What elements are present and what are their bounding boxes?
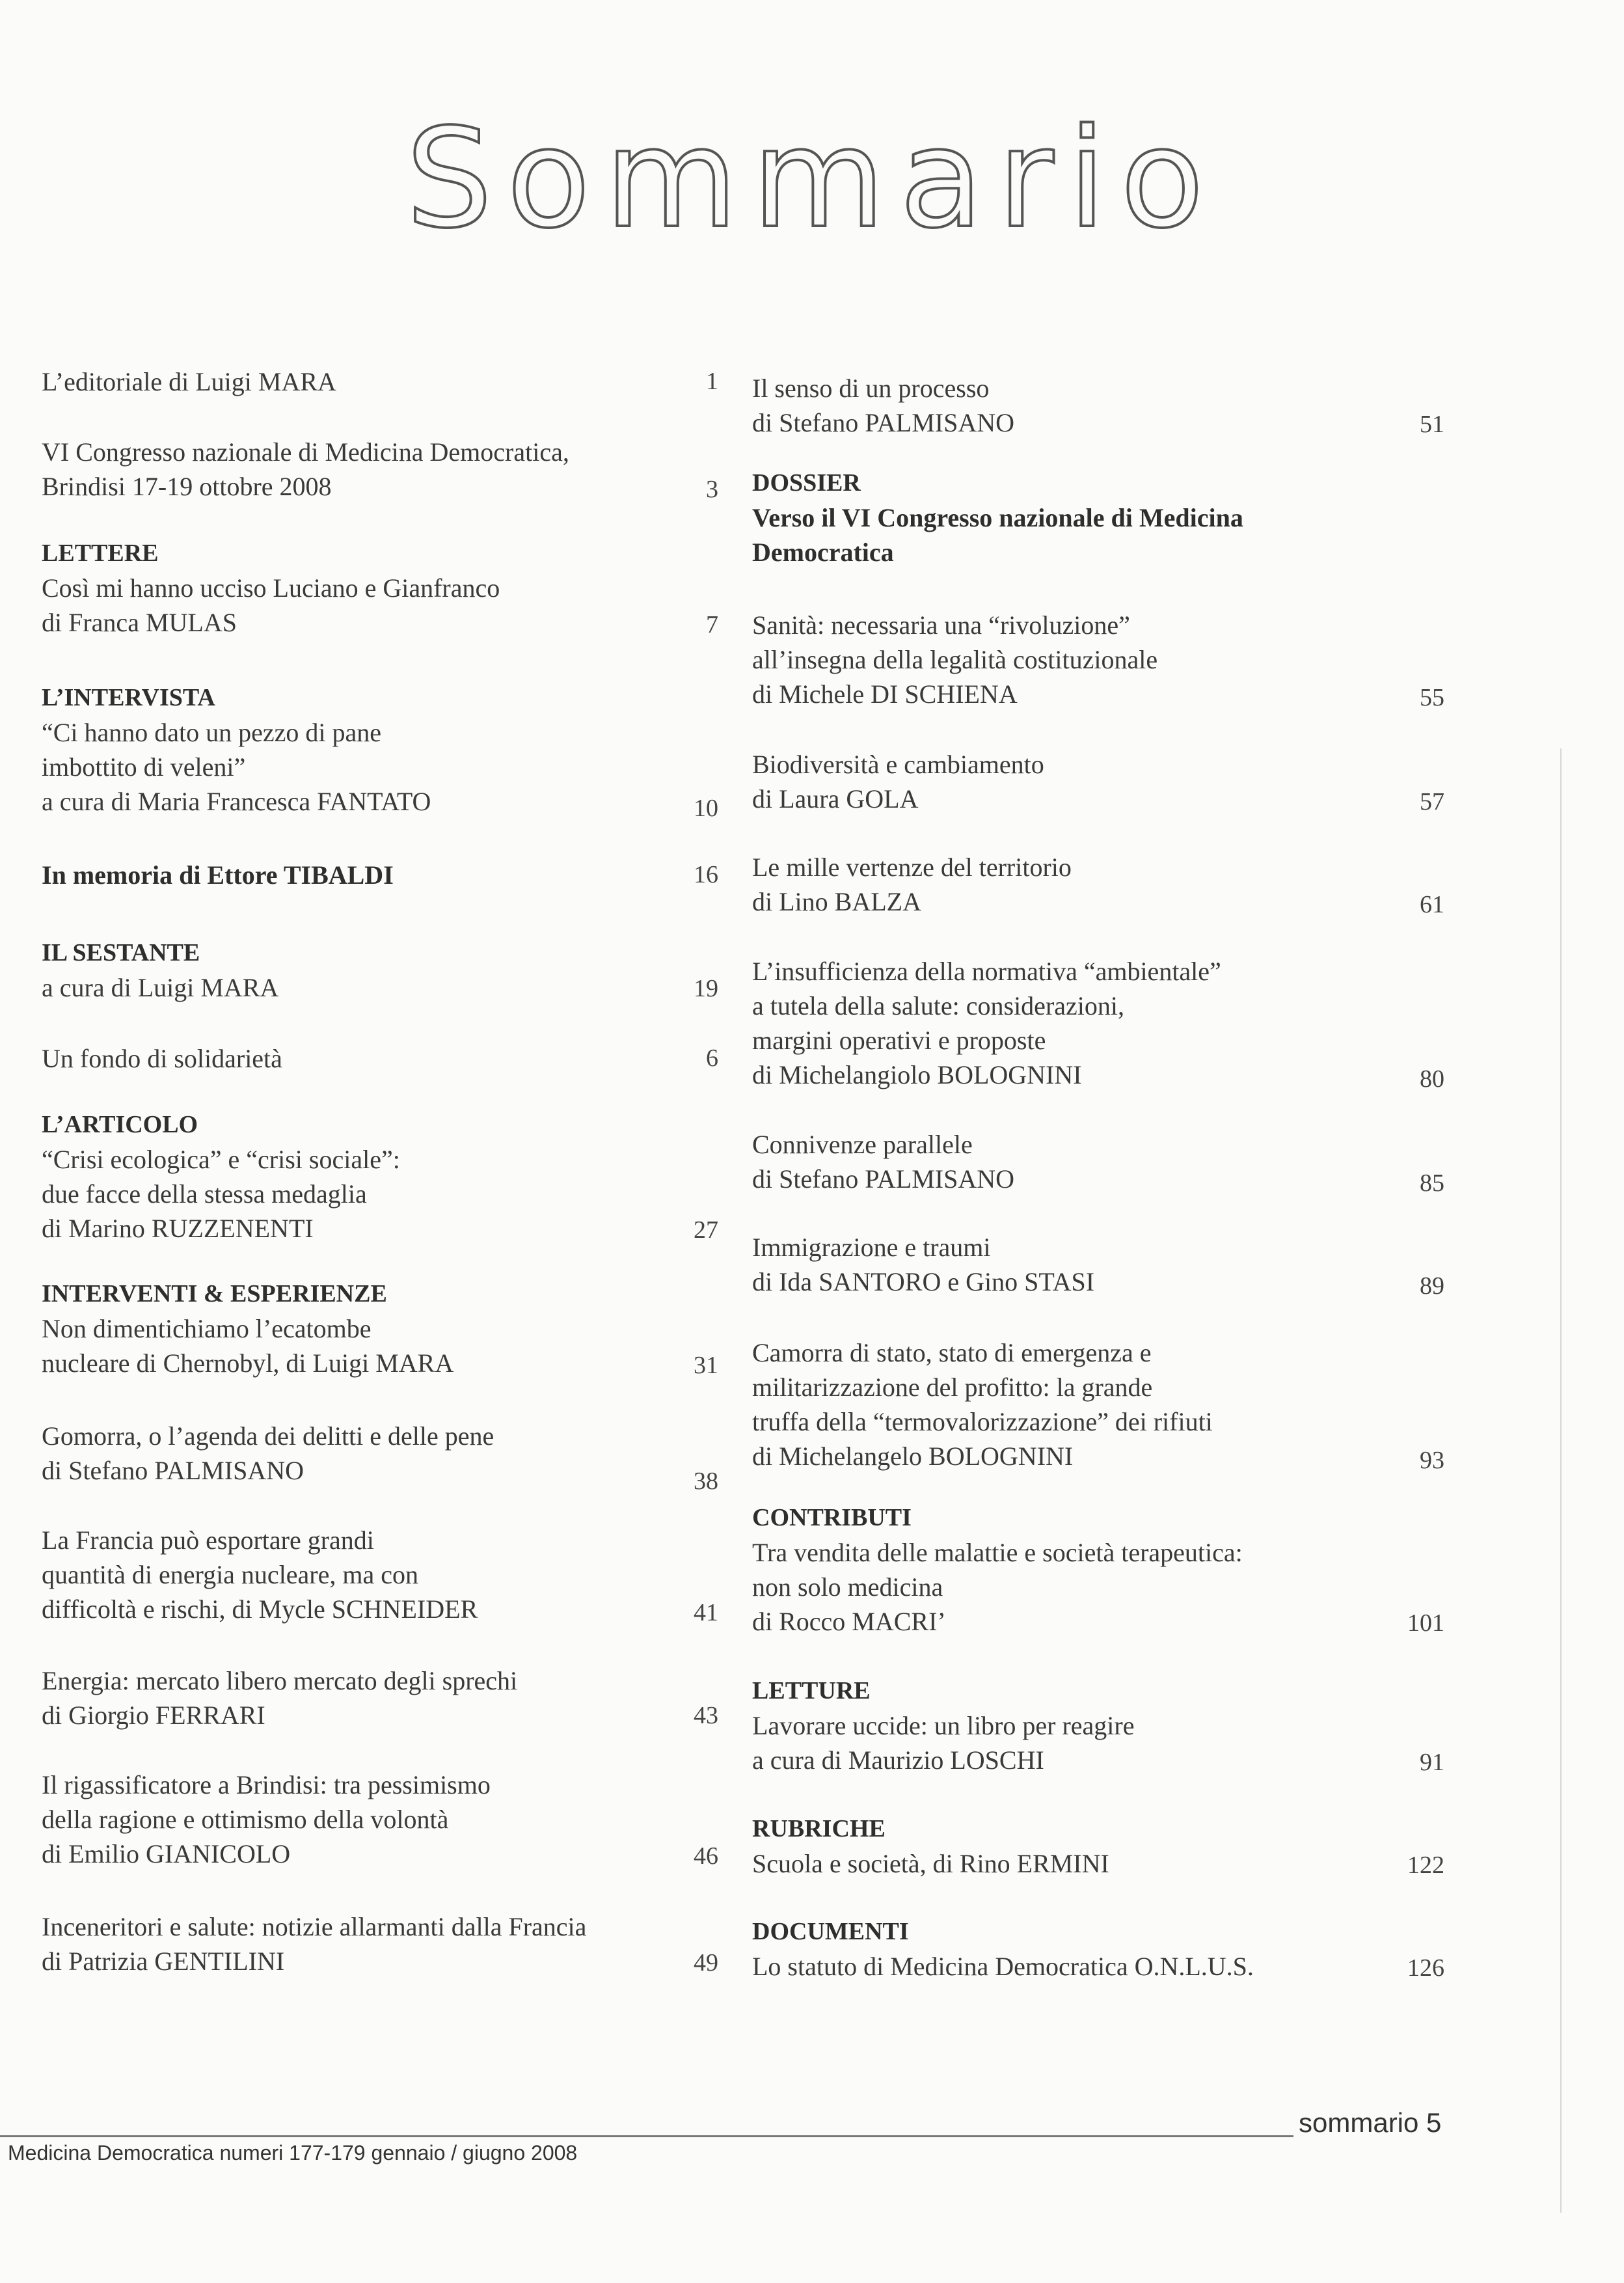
section-heading: L’ARTICOLO xyxy=(42,1111,198,1138)
toc-page-number: 126 xyxy=(1407,1954,1444,1982)
toc-line: L’editoriale di Luigi MARA xyxy=(42,367,336,396)
section-heading: DOCUMENTI xyxy=(752,1918,909,1945)
toc-line: Il rigassificatore a Brindisi: tra pessimismo xyxy=(42,1770,491,1799)
toc-line: di Franca MULAS xyxy=(42,608,237,637)
toc-line: margini operativi e proposte xyxy=(752,1026,1046,1055)
toc-page-number: 16 xyxy=(694,861,718,888)
footer-divider xyxy=(0,2135,1293,2137)
toc-page-number: 93 xyxy=(1420,1447,1444,1474)
section-heading: DOSSIER xyxy=(752,469,861,497)
toc-line: Scuola e società, di Rino ERMINI xyxy=(752,1849,1109,1878)
toc-entry[interactable] xyxy=(42,936,718,1005)
toc-page-number: 3 xyxy=(706,476,718,503)
toc-line: Sanità: necessaria una “rivoluzione” xyxy=(752,610,1130,640)
toc-entry[interactable] xyxy=(752,1127,1444,1196)
toc-line: a cura di Maria Francesca FANTATO xyxy=(42,787,431,816)
toc-entry[interactable] xyxy=(752,1230,1444,1299)
toc-entry[interactable] xyxy=(42,1909,718,1978)
toc-entry[interactable] xyxy=(42,1277,718,1380)
toc-line: Camorra di stato, stato di emergenza e xyxy=(752,1338,1152,1367)
toc-page-number: 46 xyxy=(694,1842,718,1870)
toc-line: di Patrizia GENTILINI xyxy=(42,1947,285,1976)
toc-page-number: 55 xyxy=(1420,684,1444,711)
toc-entry[interactable] xyxy=(752,747,1444,816)
page-title: Sommario xyxy=(405,99,1219,258)
toc-line: Lo statuto di Medicina Democratica O.N.L.U.S. xyxy=(752,1952,1254,1981)
toc-entry[interactable] xyxy=(42,1523,718,1626)
toc-page-number: 27 xyxy=(694,1216,718,1244)
toc-line: In memoria di Ettore TIBALDI xyxy=(42,860,394,890)
toc-line: Energia: mercato libero mercato degli sprechi xyxy=(42,1666,518,1695)
toc-entry[interactable] xyxy=(42,1419,718,1495)
toc-line: imbottito di veleni” xyxy=(42,752,246,782)
toc-line: La Francia può esportare grandi xyxy=(42,1525,374,1555)
toc-line: “Crisi ecologica” e “crisi sociale”: xyxy=(42,1145,400,1174)
toc-entry[interactable] xyxy=(752,1915,1444,1984)
toc-line: Il senso di un processo xyxy=(752,374,990,403)
toc-page-number: 91 xyxy=(1420,1749,1444,1776)
toc-page-number: 61 xyxy=(1420,891,1444,918)
toc-page-number: 19 xyxy=(694,975,718,1002)
toc-page-number: 101 xyxy=(1407,1609,1444,1637)
toc-line: Lavorare uccide: un libro per reagire xyxy=(752,1711,1135,1740)
toc-entry[interactable] xyxy=(42,364,718,399)
toc-page-number: 85 xyxy=(1420,1169,1444,1197)
toc-line: di Rocco MACRI’ xyxy=(752,1607,946,1636)
footer-publication: Medicina Democratica numeri 177-179 gennaio / giugno 2008 xyxy=(8,2141,578,2165)
toc-line: Biodiversità e cambiamento xyxy=(752,750,1044,779)
toc-page-number: 10 xyxy=(694,795,718,822)
toc-entry[interactable] xyxy=(42,1663,718,1732)
toc-line: Un fondo di solidarietà xyxy=(42,1044,282,1073)
section-heading: CONTRIBUTI xyxy=(752,1504,912,1531)
toc-line: di Michelangiolo BOLOGNINI xyxy=(752,1060,1082,1089)
toc-page-number: 80 xyxy=(1420,1065,1444,1093)
toc-line: difficoltà e rischi, di Mycle SCHNEIDER xyxy=(42,1594,478,1624)
toc-entry[interactable] xyxy=(752,1335,1444,1473)
toc-line: di Michelangelo BOLOGNINI xyxy=(752,1442,1074,1471)
toc-entry[interactable] xyxy=(752,1674,1444,1777)
scan-edge-line xyxy=(1560,748,1562,2213)
toc-line: di Stefano PALMISANO xyxy=(42,1456,304,1485)
toc-line: della ragione e ottimismo della volontà xyxy=(42,1805,449,1834)
toc-page-number: 57 xyxy=(1420,788,1444,815)
toc-line: Gomorra, o l’agenda dei delitti e delle pene xyxy=(42,1421,494,1451)
section-heading: L’INTERVISTA xyxy=(42,684,215,711)
toc-line: militarizzazione del profitto: la grande xyxy=(752,1373,1153,1402)
toc-line: di Marino RUZZENENTI xyxy=(42,1214,314,1243)
toc-page-number: 31 xyxy=(694,1352,718,1379)
toc-line: Immigrazione e traumi xyxy=(752,1233,991,1262)
toc-line: di Michele DI SCHIENA xyxy=(752,679,1018,709)
toc-line: Connivenze parallele xyxy=(752,1130,973,1159)
toc-page-number: 51 xyxy=(1420,411,1444,438)
toc-page-number: 38 xyxy=(694,1468,718,1495)
toc-line: Tra vendita delle malattie e società terapeutica: xyxy=(752,1538,1243,1567)
toc-line: “Ci hanno dato un pezzo di pane xyxy=(42,718,382,747)
toc-line: truffa della “termovalorizzazione” dei rifiuti xyxy=(752,1407,1213,1436)
toc-entry[interactable] xyxy=(752,608,1444,711)
toc-entry[interactable] xyxy=(42,858,718,892)
toc-line: VI Congresso nazionale di Medicina Democratica, xyxy=(42,437,569,467)
section-heading: RUBRICHE xyxy=(752,1815,886,1842)
toc-entry[interactable] xyxy=(752,850,1444,919)
toc-line: L’insufficienza della normativa “ambientale” xyxy=(752,957,1221,986)
toc-line: a cura di Luigi MARA xyxy=(42,973,279,1002)
toc-line: di Giorgio FERRARI xyxy=(42,1701,265,1730)
toc-line: di Stefano PALMISANO xyxy=(752,408,1014,437)
footer-page-label: sommario 5 xyxy=(1299,2107,1442,2138)
toc-page-number: 1 xyxy=(706,368,718,395)
section-heading: INTERVENTI & ESPERIENZE xyxy=(42,1280,387,1307)
toc-line: Inceneritori e salute: notizie allarmanti dalla Francia xyxy=(42,1912,587,1941)
toc-line: Non dimentichiamo l’ecatombe xyxy=(42,1314,372,1343)
toc-line: Le mille vertenze del territorio xyxy=(752,853,1072,882)
toc-entry[interactable] xyxy=(752,1812,1444,1881)
toc-entry[interactable] xyxy=(42,1041,718,1076)
toc-entry[interactable] xyxy=(42,1108,718,1246)
toc-line: non solo medicina xyxy=(752,1572,943,1602)
toc-line: di Emilio GIANICOLO xyxy=(42,1839,291,1868)
toc-line: Democratica xyxy=(752,538,894,567)
section-heading: LETTURE xyxy=(752,1677,871,1704)
toc-line: quantità di energia nucleare, ma con xyxy=(42,1560,419,1589)
toc-page-number: 7 xyxy=(706,611,718,638)
toc-entry[interactable] xyxy=(752,466,1444,569)
toc-line: Verso il VI Congresso nazionale di Medicina xyxy=(752,503,1243,532)
toc-entry[interactable] xyxy=(42,1768,718,1871)
toc-entry[interactable] xyxy=(752,371,1444,440)
toc-page-number: 89 xyxy=(1420,1272,1444,1300)
toc-page-number: 43 xyxy=(694,1702,718,1729)
section-heading: IL SESTANTE xyxy=(42,939,200,966)
toc-page-number: 41 xyxy=(694,1599,718,1626)
toc-entry[interactable] xyxy=(42,435,718,504)
toc-line: all’insegna della legalità costituzionale xyxy=(752,645,1158,674)
toc-page-number: 6 xyxy=(706,1045,718,1072)
toc-line: di Stefano PALMISANO xyxy=(752,1164,1014,1194)
toc-entry[interactable] xyxy=(42,681,718,822)
toc-entry[interactable] xyxy=(752,1501,1444,1639)
toc-line: a cura di Maurizio LOSCHI xyxy=(752,1745,1044,1775)
toc-line: di Ida SANTORO e Gino STASI xyxy=(752,1267,1095,1296)
toc-line: Così mi hanno ucciso Luciano e Gianfranco xyxy=(42,573,500,603)
toc-entry[interactable] xyxy=(752,954,1444,1092)
toc-line: di Lino BALZA xyxy=(752,887,921,916)
toc-entry[interactable] xyxy=(42,536,718,640)
section-heading: LETTERE xyxy=(42,540,159,567)
toc-line: due facce della stessa medaglia xyxy=(42,1179,367,1209)
toc-line: a tutela della salute: considerazioni, xyxy=(752,991,1124,1020)
toc-line: Brindisi 17-19 ottobre 2008 xyxy=(42,472,332,501)
toc-line: di Laura GOLA xyxy=(752,784,919,813)
toc-line: nucleare di Chernobyl, di Luigi MARA xyxy=(42,1348,454,1378)
toc-page-number: 122 xyxy=(1407,1852,1444,1879)
toc-page-number: 49 xyxy=(694,1949,718,1976)
